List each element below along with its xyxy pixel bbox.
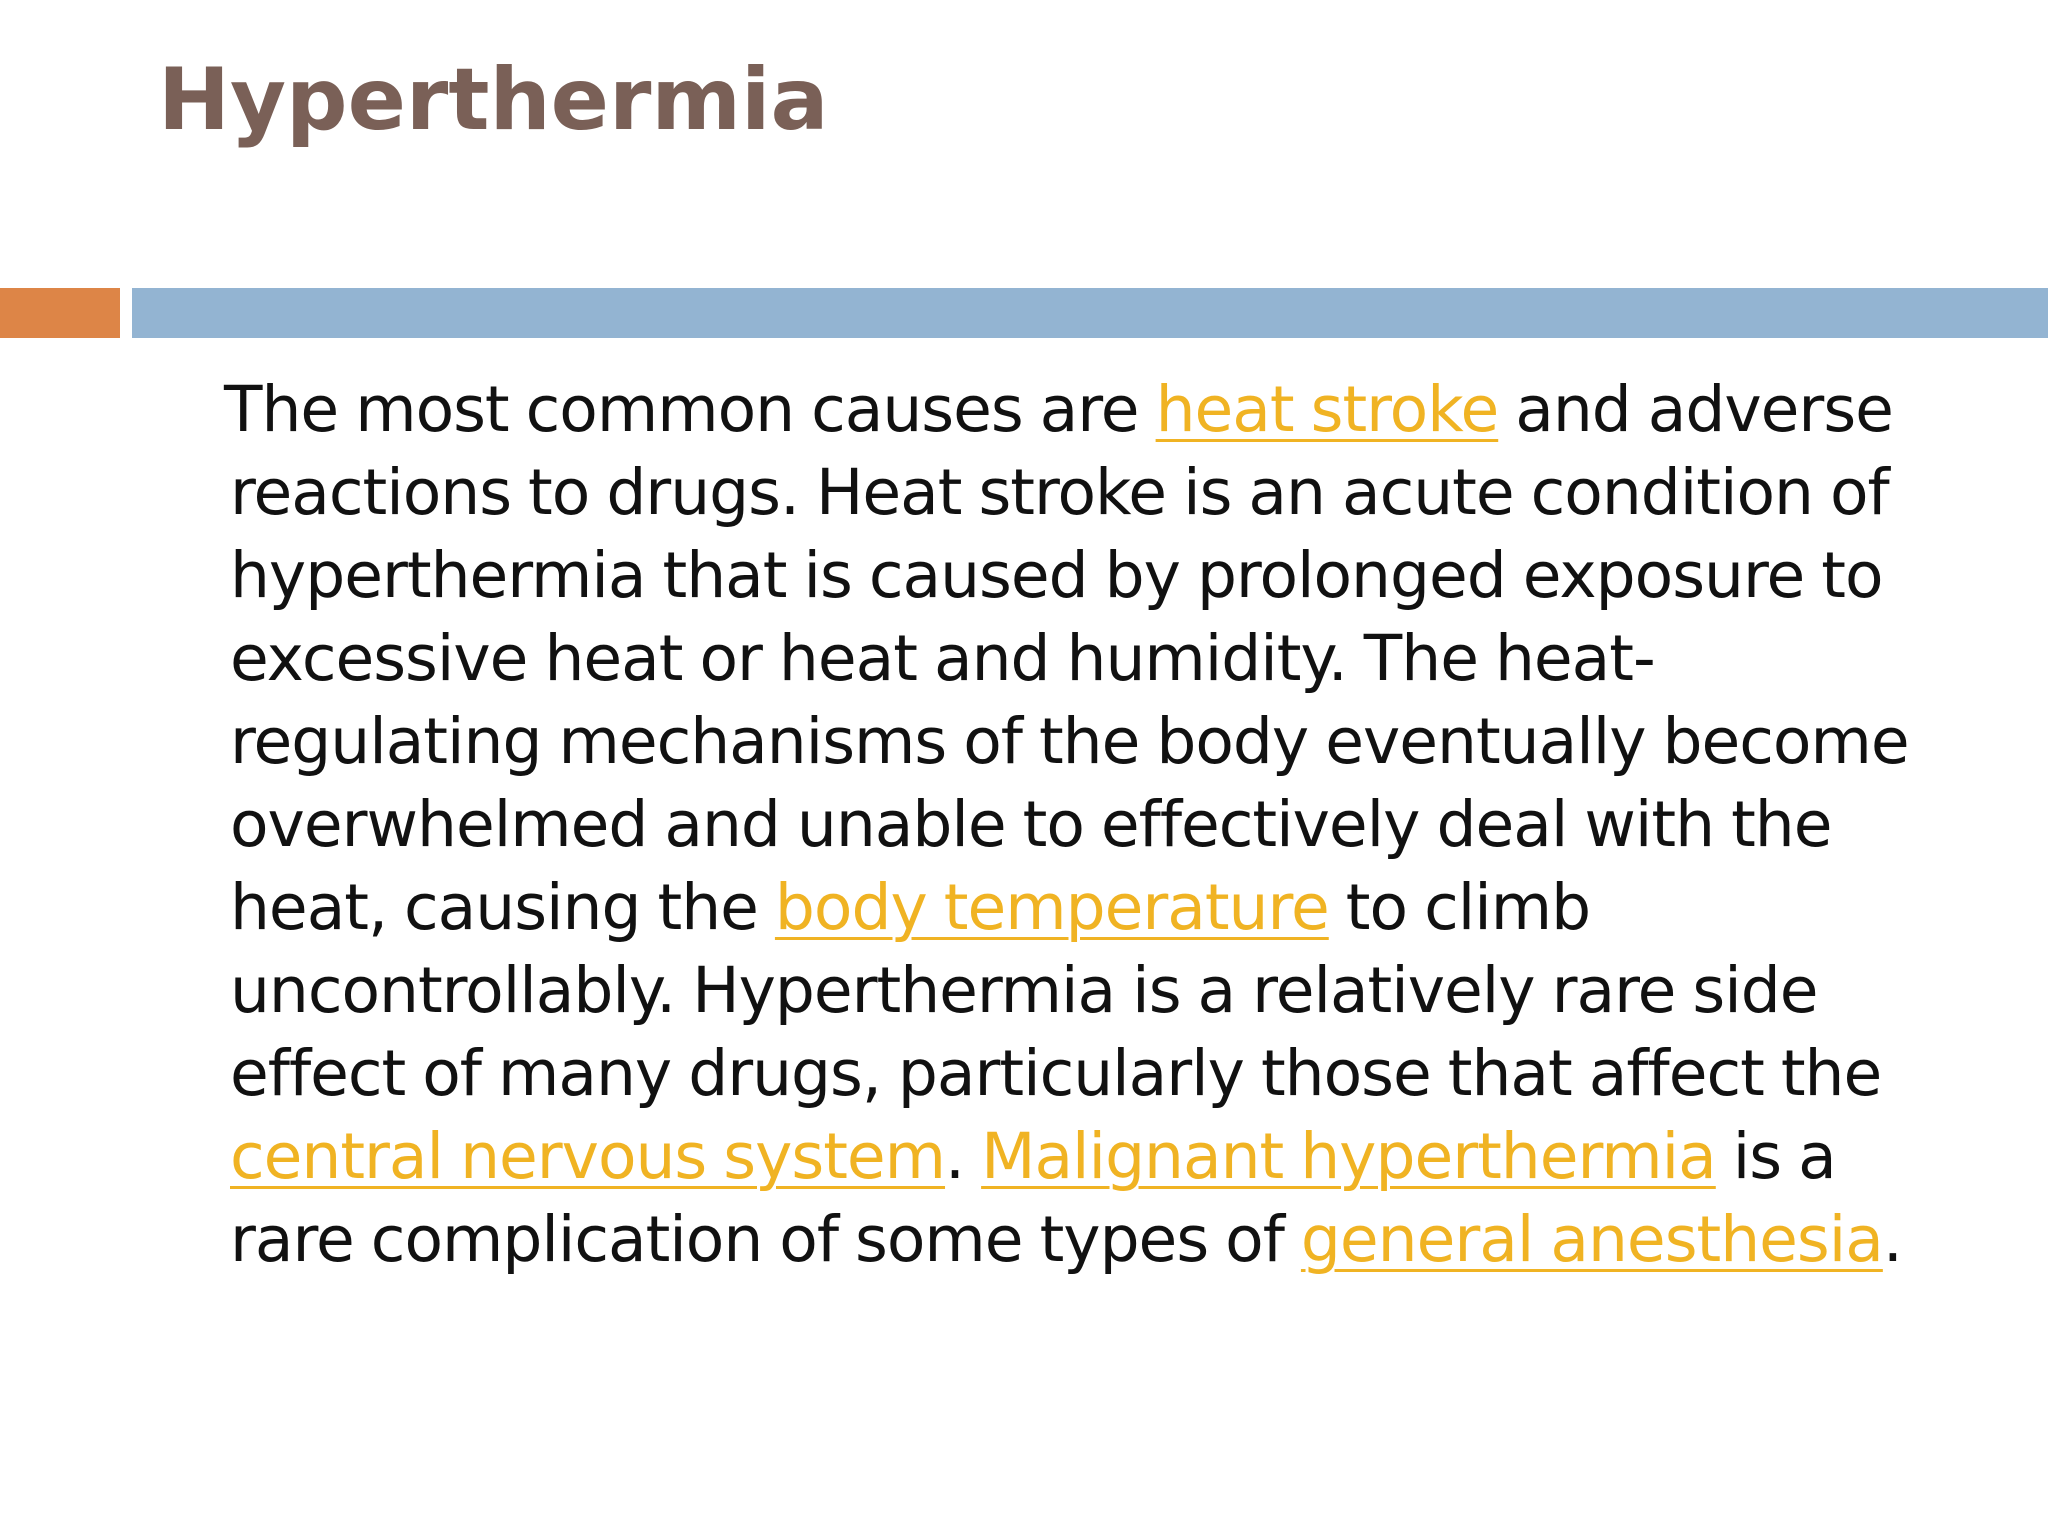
body-text-segment: uncontrollably. Hyperthermia is a relatively rare side — [230, 954, 1818, 1027]
body-text-segment: . — [1882, 1203, 1902, 1276]
body-text-segment: The most common causes are — [224, 373, 1156, 446]
body-text-segment: to climb — [1328, 871, 1591, 944]
link-general-anesthesia[interactable]: general anesthesia — [1300, 1203, 1883, 1276]
body-line — [230, 534, 1970, 617]
body-text-segment: hyperthermia that is caused by prolonged exposure to — [230, 539, 1883, 612]
body-line — [230, 451, 1970, 534]
link-malignant-hyperthermia[interactable]: Malignant hyperthermia — [981, 1120, 1716, 1193]
slide-title: Hyperthermia — [158, 50, 829, 150]
body-text-segment: and adverse — [1498, 373, 1893, 446]
link-body-temperature[interactable]: body temperature — [774, 871, 1329, 944]
link-heat-stroke[interactable]: heat stroke — [1155, 373, 1499, 446]
body-text-segment: . — [945, 1120, 982, 1193]
body-line — [230, 1198, 1970, 1281]
accent-bar-blue — [132, 288, 2048, 338]
body-text-segment: reactions to drugs. Heat stroke is an acute condition of — [230, 456, 1889, 529]
body-text-segment: heat, causing the — [230, 871, 775, 944]
body-line — [230, 1115, 1970, 1198]
body-line — [224, 368, 1970, 451]
body-line — [230, 866, 1970, 949]
body-line — [230, 700, 1970, 783]
body-text-segment: regulating mechanisms of the body eventually become — [230, 705, 1909, 778]
body-line — [230, 949, 1970, 1032]
body-text-segment: overwhelmed and unable to effectively deal with the — [230, 788, 1832, 861]
body-line — [230, 783, 1970, 866]
body-text-segment: excessive heat or heat and humidity. The heat- — [230, 622, 1655, 695]
body-line — [230, 617, 1970, 700]
body-paragraph — [224, 368, 1970, 1281]
body-text-segment: is a — [1715, 1120, 1836, 1193]
body-text-segment: rare complication of some types of — [230, 1203, 1301, 1276]
body-text-segment: effect of many drugs, particularly those that affect the — [230, 1037, 1882, 1110]
accent-bar-orange — [0, 288, 120, 338]
body-line — [230, 1032, 1970, 1115]
link-central-nervous-system[interactable]: central nervous system — [230, 1120, 946, 1193]
